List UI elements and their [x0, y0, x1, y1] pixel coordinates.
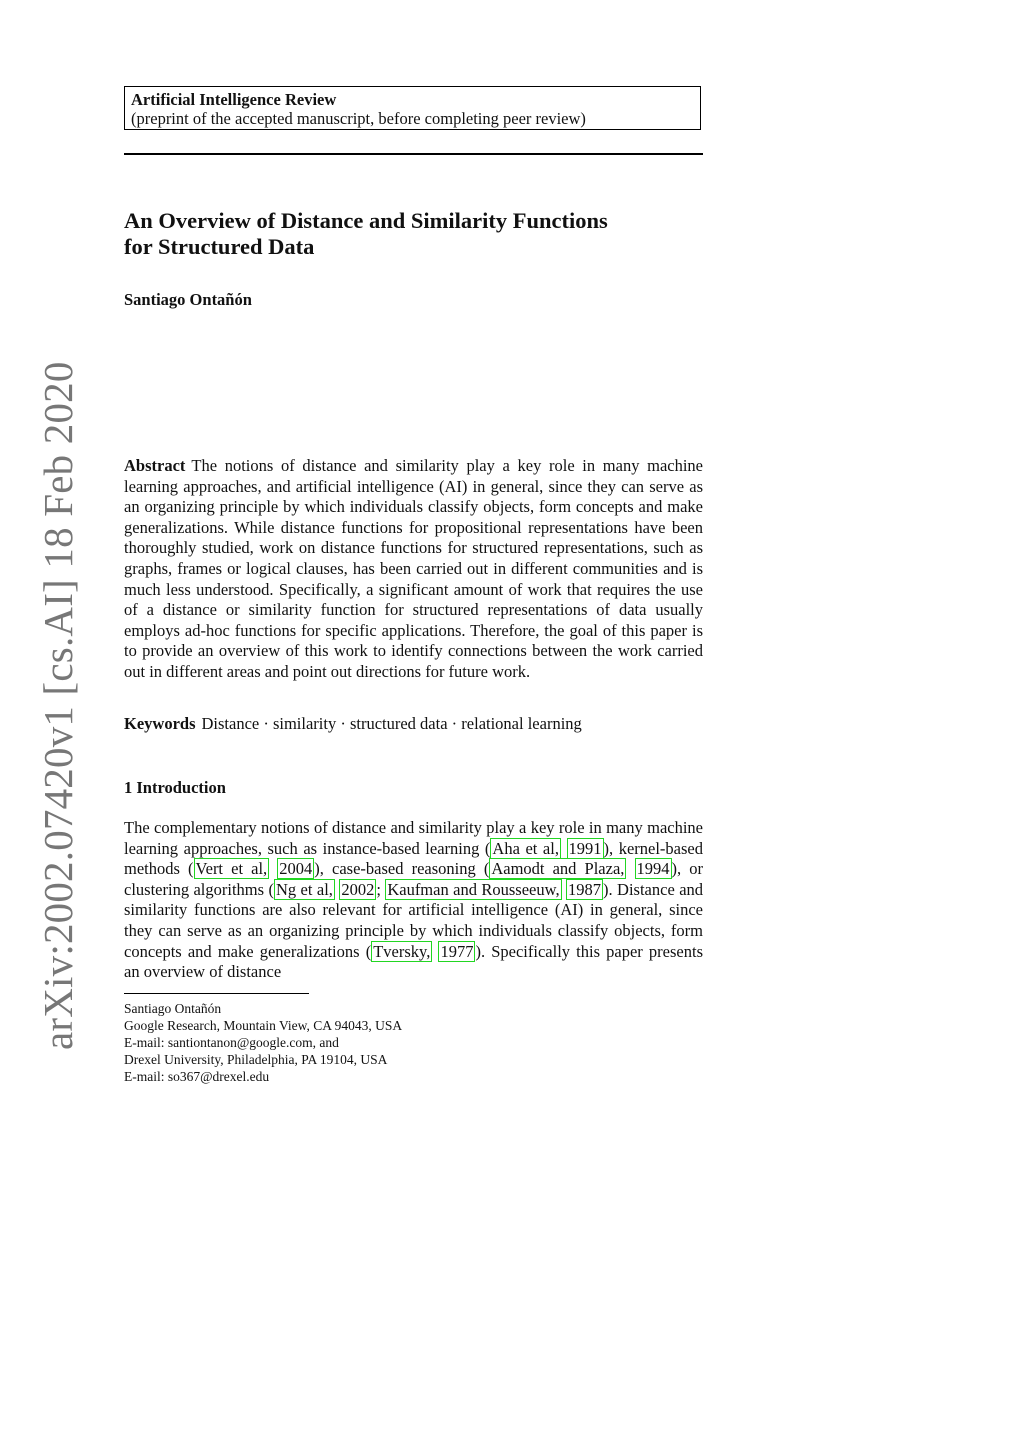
abstract: [124, 456, 703, 683]
citation-link[interactable]: Aamodt and Plaza,: [491, 859, 625, 879]
intro-text: ), kernel-based methods (: [124, 838, 703, 879]
header-rule: [124, 153, 703, 155]
journal-name: Artificial Intelligence Review: [131, 90, 337, 109]
intro-text: ;: [376, 879, 386, 899]
citation-link[interactable]: Kaufman and Rousseeuw,: [387, 879, 560, 899]
intro-text: ). Specifically this paper presents an overview of distance: [124, 941, 703, 982]
intro-space: [561, 839, 567, 858]
citation-link[interactable]: Tversky,: [373, 941, 431, 961]
intro-space: [626, 859, 634, 878]
arxiv-identifier: arXiv:2002.07420v1 [cs.AI] 18 Feb 2020: [35, 361, 81, 1050]
citation-link[interactable]: 1987: [568, 879, 602, 899]
abstract-label: Abstract: [124, 456, 186, 475]
citation-link[interactable]: Aha et al,: [492, 838, 559, 858]
keywords: [124, 714, 703, 734]
keywords-label: Keywords: [124, 714, 196, 733]
citation-link[interactable]: Vert et al,: [195, 859, 268, 879]
author-footnote: [124, 1000, 703, 1085]
citation-link[interactable]: 1977: [440, 941, 474, 961]
journal-header-box: [124, 86, 701, 130]
author-name: Santiago Ontañón: [124, 290, 252, 309]
footnote-affiliation-2: Drexel University, Philadelphia, PA 19104, USA: [124, 1052, 388, 1067]
abstract-text: The notions of distance and similarity play a key role in many machine learning approaches, and artificial intelligence (AI) in general, since they can serve as an organizing principle by which individuals classify objects, form concepts and make generalizations. While distance functions for propositional representations have been thoroughly studied, work on distance functions for structured representations, such as graphs, frames or logical clauses, has been carried out in different communities and is much less understood. Specifically, a significant amount of work that requires the use of a distance or similarity function for structured representations of data usually employs ad-hoc functions for specific applications. Therefore, the goal of this paper is to provide an overview of this work to identify connections between the work carried out in different areas and point out directions for future work.: [124, 456, 703, 681]
intro-text: ). Distance and similarity functions are also relevant for artificial intelligence (AI) in general, since they can serve as an organizing principle by which individuals classify objects, form concepts and make generalizations (: [124, 879, 704, 961]
paper-title: [124, 208, 724, 260]
intro-text: The complementary notions of distance and similarity play a key role in many machine learning approaches, such as instance-based learning (: [124, 818, 703, 858]
intro-text: ), case-based reasoning (: [314, 859, 490, 879]
footnote-rule: [124, 993, 309, 994]
citation-link[interactable]: 2004: [279, 859, 313, 879]
footnote-email-1: E-mail: santiontanon@google.com, and: [124, 1035, 339, 1050]
journal-note: (preprint of the accepted manuscript, before completing peer review): [131, 109, 586, 128]
citation-link[interactable]: 1994: [636, 859, 670, 879]
section-heading: 1 Introduction: [124, 778, 226, 797]
footnote-email-2: E-mail: so367@drexel.edu: [124, 1069, 270, 1084]
introduction-paragraph: [124, 818, 703, 983]
citation-link[interactable]: 1991: [568, 838, 602, 858]
footnote-affiliation-1: Google Research, Mountain View, CA 94043, USA: [124, 1018, 403, 1033]
title-line-2: for Structured Data: [124, 234, 315, 259]
title-line-1: An Overview of Distance and Similarity Functions: [124, 208, 608, 233]
footnote-name: Santiago Ontañón: [124, 1001, 222, 1016]
citation-link[interactable]: Ng et al,: [275, 879, 333, 899]
citation-link[interactable]: 2002: [341, 879, 375, 899]
keywords-text: Distance · similarity · structured data · relational learning: [201, 714, 582, 733]
intro-text: ), or clustering algorithms (: [124, 859, 703, 899]
